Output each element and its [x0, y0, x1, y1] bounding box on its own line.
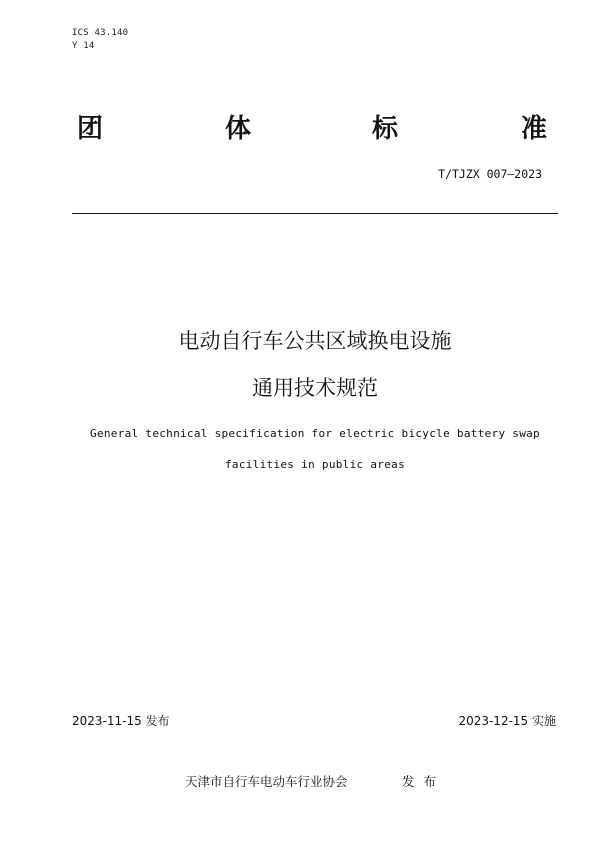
english-title-line-1: General technical specification for electric bicycle battery swap	[90, 427, 540, 440]
chinese-title-line-2: 通用技术规范	[252, 376, 378, 400]
publish-label: 发布	[402, 774, 446, 789]
standard-type-char: 团	[77, 114, 104, 144]
publisher-name: 天津市自行车电动车行业协会	[185, 774, 348, 789]
standard-number: T/TJZX 007—2023	[438, 167, 542, 181]
implementation-date: 2023-12-15 实施	[458, 714, 556, 728]
standard-type-char: 体	[225, 114, 252, 144]
ics-code: ICS 43.140	[72, 28, 129, 38]
standard-type-char: 准	[521, 114, 548, 144]
standard-type-char: 标	[372, 114, 399, 144]
issue-date: 2023-11-15 发布	[72, 714, 170, 728]
chinese-title-line-1: 电动自行车公共区域换电设施	[178, 329, 452, 353]
ccs-code: Y 14	[72, 41, 95, 51]
english-title-line-2: facilities in public areas	[225, 458, 405, 471]
header-divider	[72, 213, 558, 214]
